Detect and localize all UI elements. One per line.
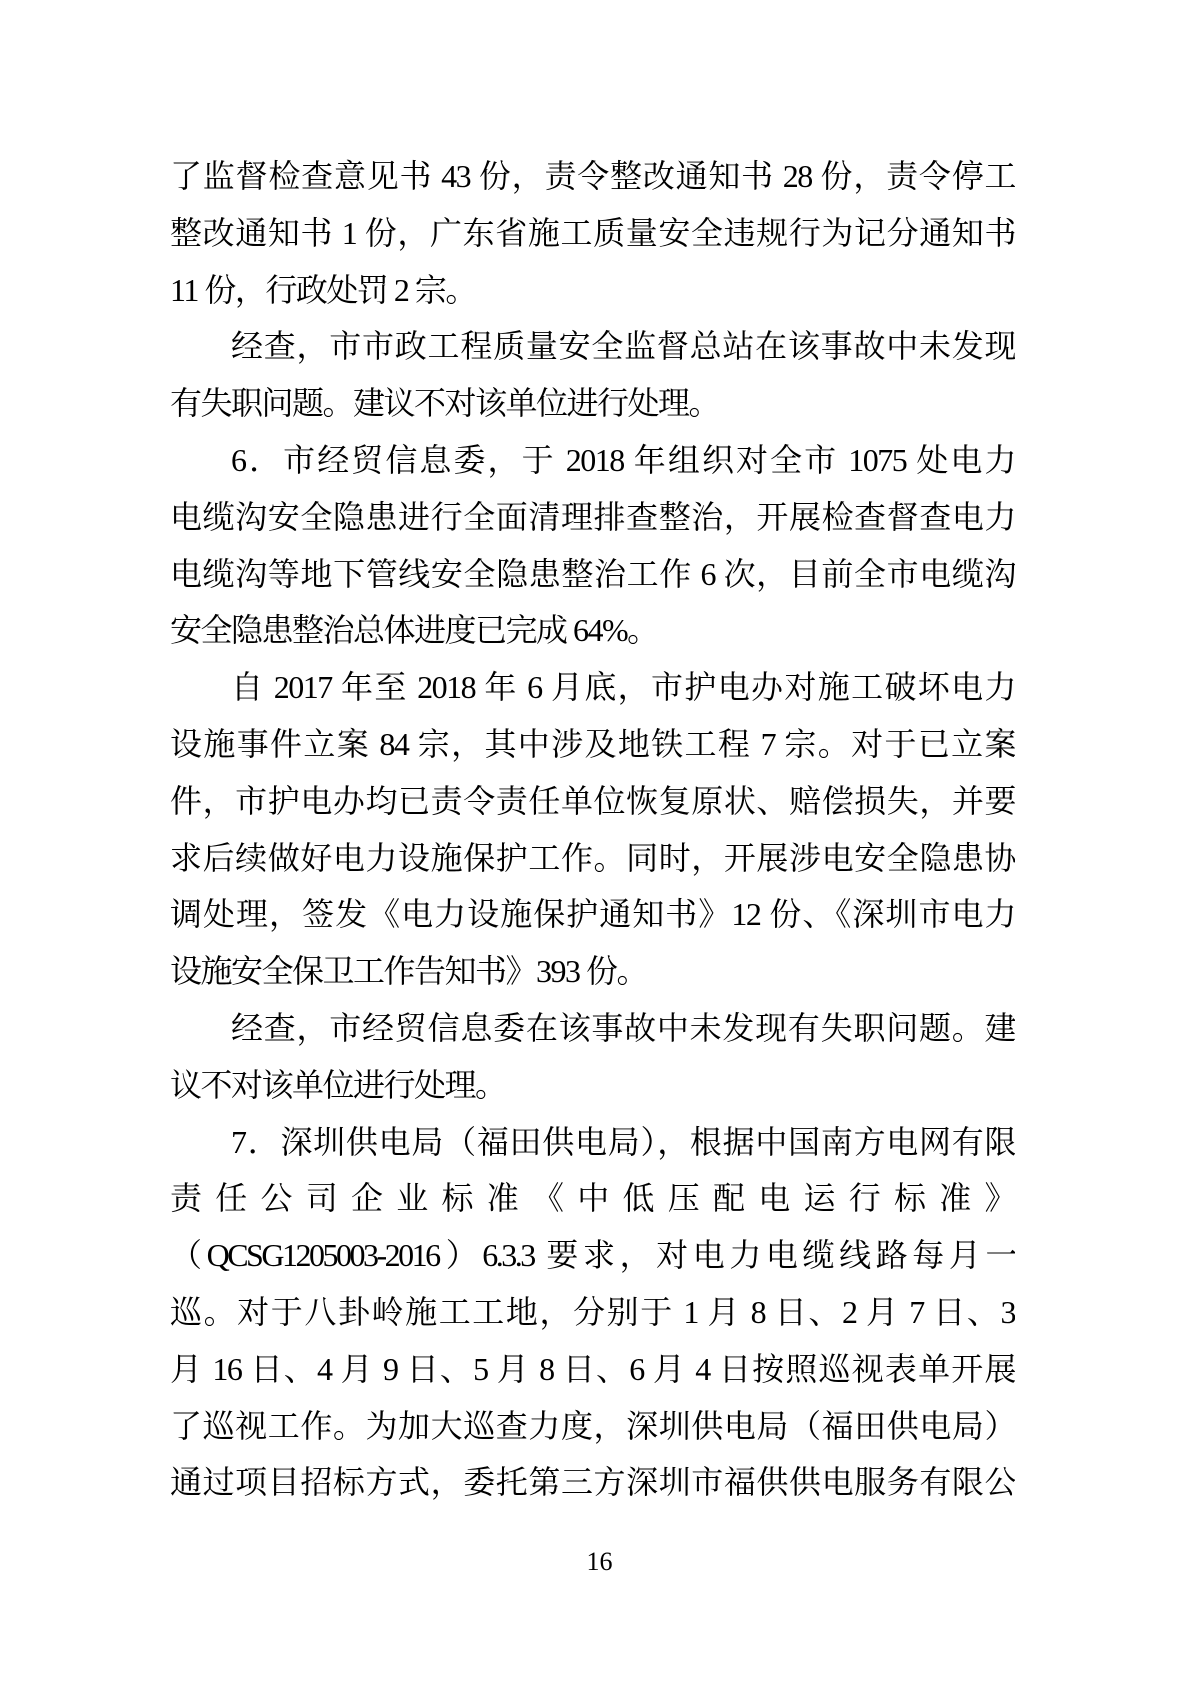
- text-line: 月 16 日、4 月 9 日、5 月 8 日、6 月 4 日按照巡视表单开展: [170, 1350, 1015, 1387]
- text-line: 有失职问题。建议不对该单位进行处理。: [170, 385, 720, 422]
- document-body-text: [170, 148, 1015, 1511]
- text-line: 电缆沟安全隐患进行全面清理排查整治，开展检查督查电力: [170, 498, 1015, 535]
- text-line: （QCSG1205003-2016）6.3.3 要求，对电力电缆线路每月一: [170, 1237, 1015, 1274]
- text-line: 自 2017 年至 2018 年 6 月底，市护电办对施工破坏电力: [231, 669, 1015, 706]
- text-line: 求后续做好电力设施保护工作。同时，开展涉电安全隐患协: [170, 839, 1015, 876]
- text-line: 通过项目招标方式，委托第三方深圳市福供供电服务有限公: [170, 1464, 1015, 1501]
- text-line: 责任公司企业标准《中低压配电运行标准》: [170, 1180, 1015, 1217]
- text-line: 件，市护电办均已责令责任单位恢复原状、赔偿损失，并要: [170, 782, 1015, 819]
- text-line: 11 份，行政处罚 2 宗。: [170, 271, 476, 308]
- text-line: 巡。对于八卦岭施工工地，分别于 1 月 8 日、2 月 7 日、3: [170, 1293, 1015, 1330]
- text-line: 6．市经贸信息委，于 2018 年组织对全市 1075 处电力: [231, 441, 1015, 478]
- text-line: 7．深圳供电局（福田供电局），根据中国南方电网有限: [231, 1123, 1015, 1160]
- text-line: 设施事件立案 84 宗，其中涉及地铁工程 7 宗。对于已立案: [170, 725, 1015, 762]
- text-line: 设施安全保卫工作告知书》393 份。: [170, 953, 648, 990]
- text-line: 了监督检查意见书 43 份，责令整改通知书 28 份，责令停工: [170, 158, 1015, 194]
- text-line: 经查，市经贸信息委在该事故中未发现有失职问题。建: [231, 1009, 1015, 1046]
- text-line: 电缆沟等地下管线安全隐患整治工作 6 次，目前全市电缆沟: [170, 555, 1015, 592]
- text-line: 整改通知书 1 份，广东省施工质量安全违规行为记分通知书: [170, 214, 1015, 251]
- text-line: 议不对该单位进行处理。: [170, 1066, 506, 1103]
- text-line: 安全隐患整治总体进度已完成 64%。: [170, 612, 658, 649]
- text-line: 调处理，签发《电力设施保护通知书》12 份、《深圳市电力: [170, 896, 1015, 933]
- text-line: 经查，市市政工程质量安全监督总站在该事故中未发现: [231, 328, 1015, 365]
- page-number: 16: [586, 1547, 613, 1576]
- text-line: 了巡视工作。为加大巡查力度，深圳供电局（福田供电局）: [170, 1407, 1015, 1444]
